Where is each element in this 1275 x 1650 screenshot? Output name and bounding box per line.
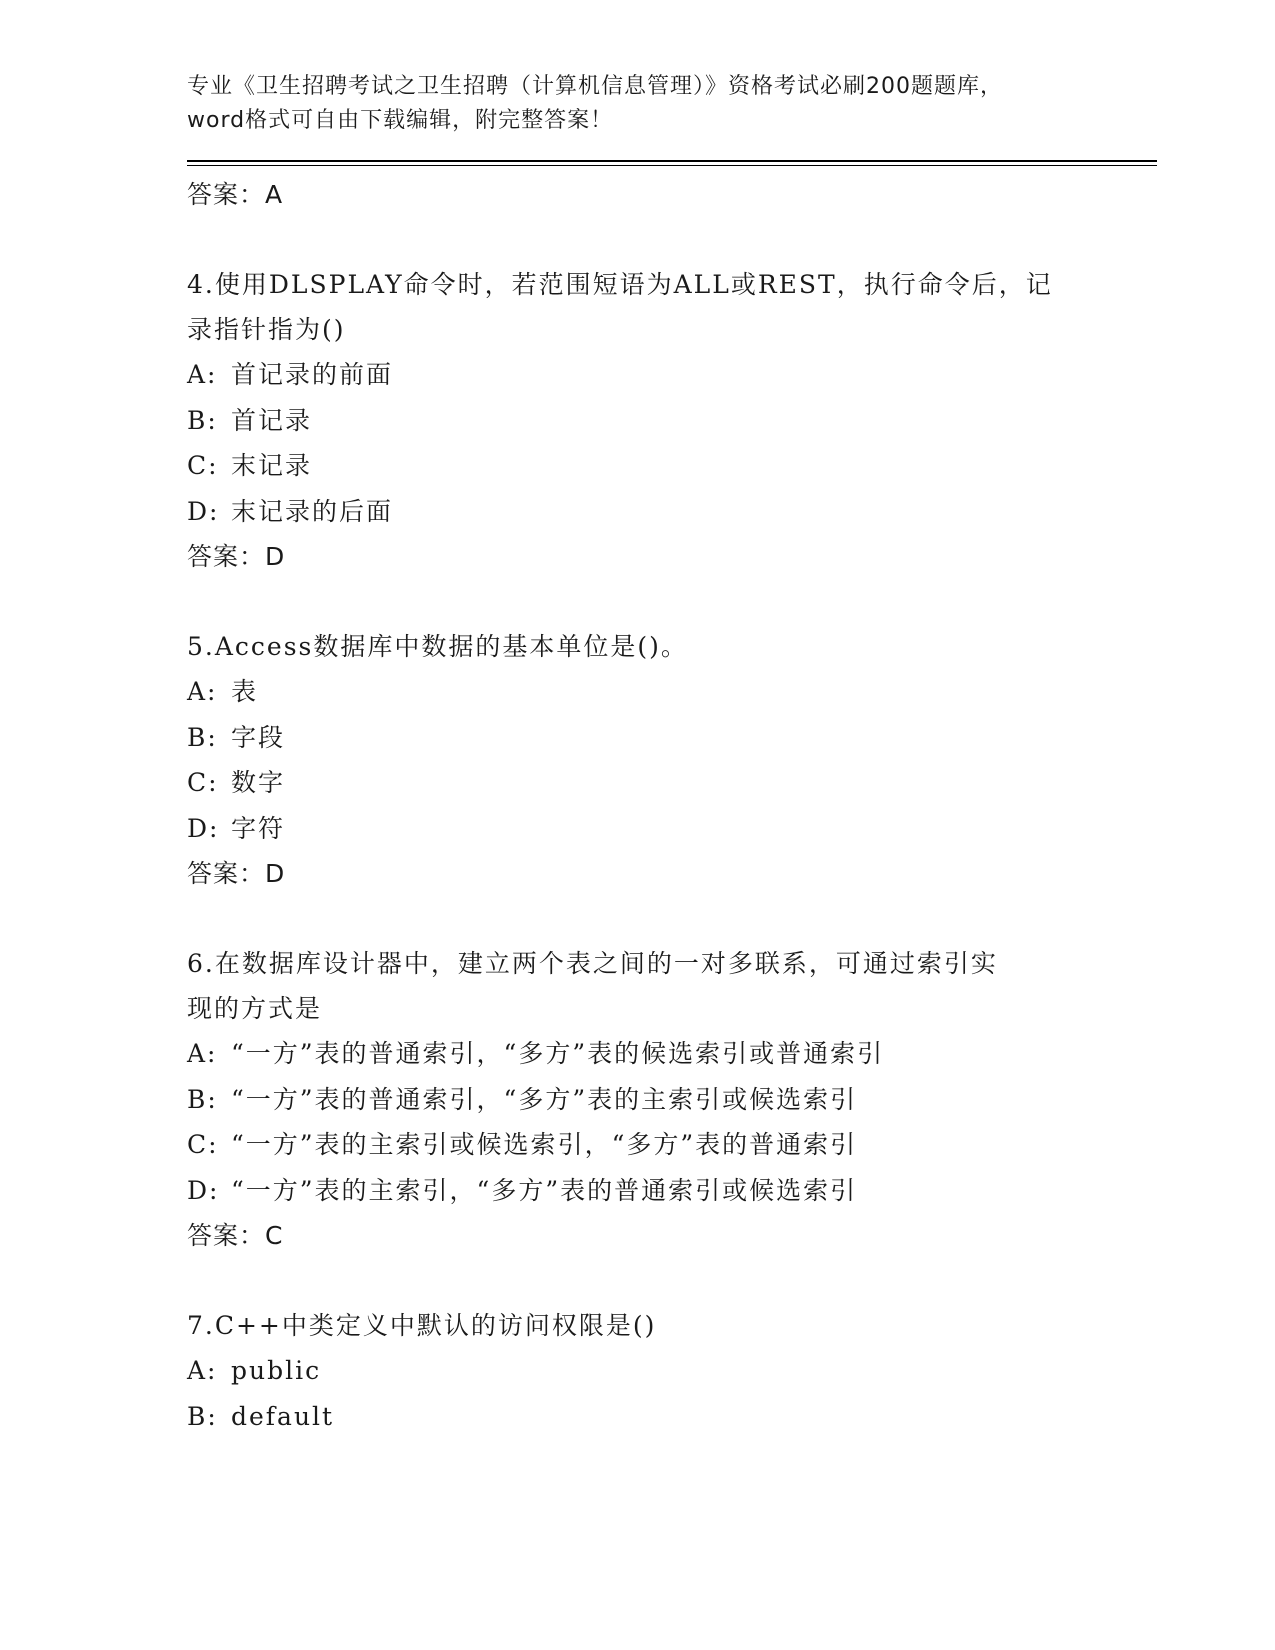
question-block xyxy=(187,624,1157,897)
option-text: public xyxy=(231,1356,322,1385)
answer-line: 答案：D xyxy=(187,859,286,888)
option-key: B: xyxy=(187,1401,218,1431)
question-list xyxy=(187,262,1157,1439)
option-row xyxy=(187,1394,1157,1440)
option-row xyxy=(187,352,1157,398)
header-line-1: 专业《卫生招聘考试之卫生招聘（计算机信息管理）》资格考试必刷200题题库， xyxy=(187,74,1003,99)
option-key: C: xyxy=(187,451,219,480)
option-key: C: xyxy=(187,1130,219,1159)
option-key: B: xyxy=(187,1084,218,1114)
option-row xyxy=(187,1077,1157,1123)
option-row xyxy=(187,1168,1157,1214)
option-row xyxy=(187,760,1157,806)
divider-thin xyxy=(187,165,1157,166)
option-text: “一方”表的主索引，“多方”表的普通索引或候选索引 xyxy=(231,1175,858,1205)
option-text: 字段 xyxy=(231,722,286,752)
option-row xyxy=(187,1031,1157,1077)
option-text: 末记录的后面 xyxy=(231,496,394,526)
question-block xyxy=(187,1303,1157,1439)
option-text: “一方”表的主索引或候选索引，“多方”表的普通索引 xyxy=(231,1130,858,1159)
answer-line: 答案：D xyxy=(187,542,286,571)
answer-line: 答案：A xyxy=(187,180,284,209)
question-block xyxy=(187,262,1157,580)
option-key: D: xyxy=(187,813,220,843)
option-text: 首记录的前面 xyxy=(231,360,394,389)
option-row xyxy=(187,806,1157,852)
option-text: “一方”表的普通索引，“多方”表的候选索引或普通索引 xyxy=(231,1039,885,1068)
option-row xyxy=(187,443,1157,489)
question-text: 现的方式是 xyxy=(187,994,323,1023)
header-line-2: word格式可自由下载编辑，附完整答案！ xyxy=(187,108,614,133)
answer-line: 答案：C xyxy=(187,1221,284,1250)
option-text: 首记录 xyxy=(231,405,313,435)
option-key: D: xyxy=(187,496,220,526)
option-row xyxy=(187,398,1157,444)
option-key: B: xyxy=(187,722,218,752)
question-text: 录指针指为() xyxy=(187,315,346,344)
option-text: “一方”表的普通索引，“多方”表的主索引或候选索引 xyxy=(231,1084,858,1114)
option-row xyxy=(187,715,1157,761)
question-text: 4.使用DLSPLAY命令时，若范围短语为ALL或REST，执行命令后，记 xyxy=(187,270,1053,299)
question-text: 7.C++中类定义中默认的访问权限是() xyxy=(187,1311,657,1340)
divider-thick xyxy=(187,160,1157,162)
document-page xyxy=(187,70,1157,1439)
option-text: 字符 xyxy=(231,813,286,843)
option-key: A: xyxy=(187,1356,218,1385)
option-key: A: xyxy=(187,360,218,389)
option-row xyxy=(187,1122,1157,1168)
option-text: default xyxy=(231,1401,335,1431)
option-key: D: xyxy=(187,1175,220,1205)
option-row xyxy=(187,669,1157,715)
option-text: 末记录 xyxy=(231,451,313,480)
option-key: A: xyxy=(187,677,218,706)
header-divider xyxy=(187,160,1157,166)
option-key: A: xyxy=(187,1039,218,1068)
question-block xyxy=(187,941,1157,1259)
question-text: 6.在数据库设计器中，建立两个表之间的一对多联系，可通过索引实 xyxy=(187,949,998,978)
question-text: 5.Access数据库中数据的基本单位是()。 xyxy=(187,632,688,661)
option-row xyxy=(187,489,1157,535)
option-key: C: xyxy=(187,768,219,797)
option-text: 表 xyxy=(231,677,259,706)
option-row xyxy=(187,1348,1157,1394)
option-key: B: xyxy=(187,405,218,435)
option-text: 数字 xyxy=(231,768,286,797)
